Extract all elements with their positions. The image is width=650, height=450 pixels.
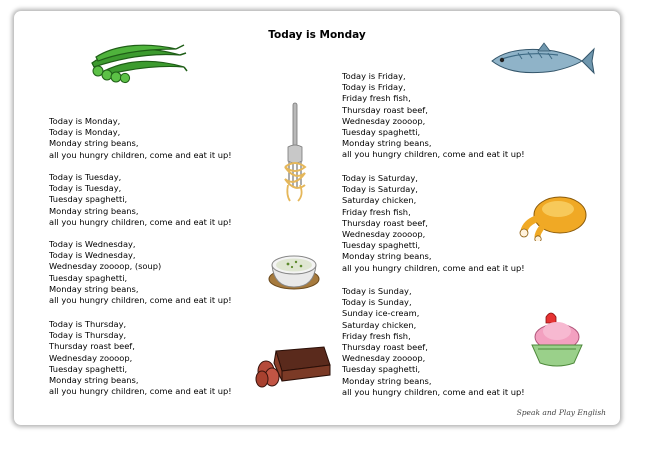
verse-line: Wednesday zoooop, (soup) [49,261,162,272]
verse-line: Friday fresh fish, [342,93,411,104]
verse-line: Monday string beans, [49,138,139,149]
string-beans-icon [84,41,188,85]
verse-line: Saturday chicken, [342,195,417,206]
soup-bowl-icon [266,243,322,293]
verse-line: all you hungry children, come and eat it up! [49,386,232,397]
roast-chicken-icon [518,189,590,241]
verse-line: Friday fresh fish, [342,206,411,217]
verse-line: Today is Thursday, [49,330,127,341]
worksheet-page [14,11,620,425]
spaghetti-fork-icon [282,101,308,203]
verse-line: Thursday roast beef, [342,217,428,228]
verse-line: Monday string beans, [49,205,139,216]
verse-line: Thursday roast beef, [342,342,428,353]
verse-line: Today is Tuesday, [49,172,122,182]
verse-line: Today is Thursday, [49,319,127,329]
verse-saturday [342,173,525,274]
verse-line: Wednesday zoooop, [342,353,426,364]
verse-line: Monday string beans, [342,138,432,149]
verse-line: Today is Monday, [49,127,121,138]
verse-line: Today is Sunday, [342,297,412,308]
verse-line: all you hungry children, come and eat it up! [49,216,232,227]
verse-wednesday [49,239,232,306]
verse-thursday [49,319,232,397]
verse-line: Today is Wednesday, [49,239,136,249]
verse-line: Monday string beans, [49,375,139,386]
verse-line: Tuesday spaghetti, [342,364,421,375]
verse-line: Thursday roast beef, [342,104,428,115]
verse-line: all you hungry children, come and eat it up! [342,386,525,397]
verse-line: Today is Friday, [342,71,406,81]
verse-line: Today is Tuesday, [49,183,122,194]
verse-monday [49,116,232,161]
roast-beef-icon [252,341,334,391]
verse-line: Monday string beans, [342,375,432,386]
verse-line: Tuesday spaghetti, [342,240,421,251]
verse-line: Wednesday zoooop, [342,115,426,126]
verse-line: all you hungry children, come and eat it up! [49,295,232,306]
verse-line: Today is Sunday, [342,286,412,296]
verse-line: all you hungry children, come and eat it up! [49,149,232,160]
verse-line: Tuesday spaghetti, [342,127,421,138]
verse-line: Friday fresh fish, [342,330,411,341]
verse-line: Sunday ice-cream, [342,308,420,319]
page-title: Today is Monday [268,29,366,41]
verse-line: Tuesday spaghetti, [49,194,128,205]
verse-line: Today is Saturday, [342,173,418,183]
verse-line: Today is Wednesday, [49,250,136,261]
verse-line: Tuesday spaghetti, [49,363,128,374]
verse-line: Today is Monday, [49,116,121,126]
verse-line: Wednesday zoooop, [342,229,426,240]
verse-line: all you hungry children, come and eat it up! [342,149,525,160]
verse-sunday [342,286,525,398]
verse-tuesday [49,172,232,228]
verse-line: Thursday roast beef, [49,341,135,352]
ice-cream-icon [526,309,588,369]
verse-line: Saturday chicken, [342,319,417,330]
verse-line: Monday string beans, [49,283,139,294]
fish-icon [488,41,598,81]
verse-line: all you hungry children, come and eat it up! [342,262,525,273]
verse-line: Today is Saturday, [342,184,418,195]
verse-line: Today is Friday, [342,82,406,93]
verse-line: Tuesday spaghetti, [49,272,128,283]
verse-friday [342,71,525,161]
verse-line: Monday string beans, [342,251,432,262]
footer-credit: Speak and Play English [516,408,606,417]
verse-line: Wednesday zoooop, [49,352,133,363]
